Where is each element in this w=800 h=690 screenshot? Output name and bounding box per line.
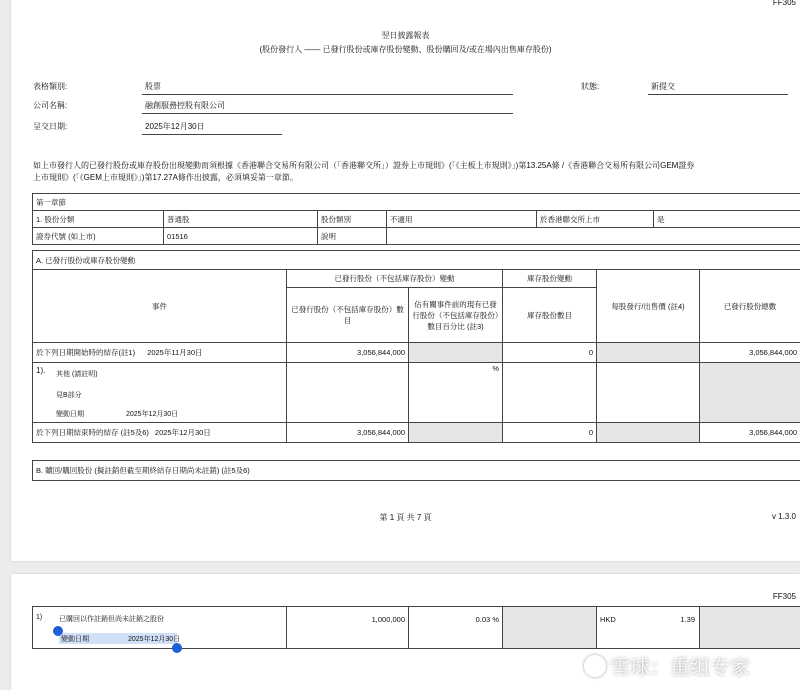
opening-treasury-shares: 0 [503, 343, 597, 363]
snowball-logo-icon [584, 655, 606, 677]
section-b-change-date: 2025年12月30日 [128, 636, 181, 643]
share-type-value: 不適用 [387, 211, 537, 228]
treasury-number-column-header: 庫存股份數目 [503, 288, 597, 343]
closing-treasury-shares: 0 [503, 423, 597, 443]
section-b-change-date-label: 變動日期 [61, 636, 89, 643]
section-b-percent-cell [409, 607, 503, 649]
listed-value: 是 [654, 211, 800, 228]
closing-issued-shares: 3,056,844,000 [287, 423, 409, 443]
company-underline [142, 113, 513, 114]
event-1-description [33, 363, 287, 423]
page-number: 第 1 頁 共 7 頁 [379, 513, 432, 522]
closing-balance-label: 於下列日期結束時的結存 (註5及6) [36, 428, 149, 437]
form-version: v 1.3.0 [771, 512, 796, 521]
event-1-type: 其他 (請註明) [56, 371, 98, 378]
form-title: 翌日披露報表 [381, 31, 430, 40]
treasury-change-group-header: 庫存股份變動 [503, 270, 597, 288]
section-b-row-description: 已購回以作註銷但尚未註銷之股份 [59, 616, 164, 623]
event-1-see-part-b: 見B部分 [56, 392, 82, 399]
form-type-underline [142, 94, 513, 95]
opening-balance-row [33, 343, 800, 363]
section-b-percent: 0.03 [475, 615, 491, 624]
opening-total-shares: 3,056,844,000 [700, 343, 800, 363]
watermark-text: 雪球：重组专家 [610, 655, 750, 679]
closing-price-cell [597, 423, 700, 443]
section-a-table [32, 250, 800, 481]
section-b-row-1 [33, 607, 800, 649]
stock-code-label: 證券代號 (如上市) [33, 228, 164, 245]
closing-percent-cell [409, 423, 503, 443]
closing-balance-label-cell [33, 423, 287, 443]
share-type-label: 股份類別 [318, 211, 387, 228]
opening-balance-label: 於下列日期開始時的結存(註1) [36, 348, 136, 357]
closing-balance-date: 2025年12月30日 [154, 428, 211, 437]
form-type-label: 表格類別: [33, 82, 68, 91]
section1-heading: 第一章節 [33, 194, 800, 211]
status-label: 狀態: [581, 82, 600, 91]
event-1-issued-shares [287, 363, 409, 423]
section-b-price-cell [597, 607, 700, 649]
event-1-price [597, 363, 700, 423]
section-spacer [33, 443, 800, 461]
closing-balance-row [33, 423, 800, 443]
section-b-treasury-cell [503, 607, 597, 649]
event-1-number: 1). [36, 366, 46, 375]
closing-total-shares: 3,056,844,000 [700, 423, 800, 443]
status-underline [648, 94, 788, 95]
event-1-change-date: 2025年12月30日 [126, 411, 179, 418]
share-class-label: 1. 股份分類 [33, 211, 164, 228]
event-1-total [700, 363, 800, 423]
event-1-change-date-label: 變動日期 [56, 411, 84, 418]
description-value [387, 228, 800, 245]
description-label: 說明 [318, 228, 387, 245]
form-code-page2: FF305 [772, 592, 796, 601]
issued-change-group-header: 已發行股份（不包括庫存股份）變動 [287, 270, 503, 288]
opening-balance-date: 2025年11月30日 [147, 348, 203, 357]
date-value: 2025年12月30日 [145, 122, 205, 131]
opening-price-cell [597, 343, 700, 363]
form-type-value: 股票 [145, 82, 161, 91]
issued-number-column-header: 已發行股份（不包括庫存股份）數目 [287, 288, 409, 343]
company-value: 融創服務控股有限公司 [145, 101, 225, 110]
opening-balance-label-cell [33, 343, 287, 363]
section1-table [32, 193, 800, 245]
event-1-percent-unit: % [409, 363, 503, 423]
section-b-price: 1.39 [680, 615, 695, 624]
total-issued-column-header: 已發行股份總數 [700, 270, 800, 343]
opening-issued-shares: 3,056,844,000 [287, 343, 409, 363]
section-b-currency: HKD [600, 615, 616, 624]
date-label: 呈交日期: [33, 122, 68, 131]
date-underline [142, 134, 282, 135]
event-column-header: 事件 [33, 270, 287, 343]
section-a-heading: A. 已發行股份或庫存股份變動 [33, 251, 800, 270]
event-1-treasury-shares [503, 363, 597, 423]
share-class-value: 普通股 [164, 211, 318, 228]
company-label: 公司名稱: [33, 101, 68, 110]
issued-percent-column-header: 佔有關事件前的現有已發行股份（不包括庫存股份）數目百分比 (註3) [409, 288, 503, 343]
intro-text-line2: 上市規則》(「《GEM上市規則》」)第17.27A條作出披露，必須填妥第一章節。 [33, 173, 298, 182]
section-b-total-cell [700, 607, 800, 649]
opening-percent-cell [409, 343, 503, 363]
intro-text-line1: 如上市發行人的已發行股份或庫存股份出現變動而須根據《香港聯合交易所有限公司（「香港聯交所」）證券上市規則》(「《主板上市規則》」)第13.25A條 /《香港聯合交易所有限公司GEM證券 [33, 161, 695, 170]
status-value: 新提交 [651, 82, 675, 91]
price-column-header: 每股發行/出售價 (註4) [597, 270, 700, 343]
listed-label: 於香港聯交所上市 [537, 211, 654, 228]
form-code: FF305 [772, 0, 796, 7]
event-row-1 [33, 363, 800, 423]
watermark [584, 651, 750, 680]
selection-start-handle[interactable] [53, 626, 63, 636]
section-b-percent-unit: % [492, 615, 499, 624]
stock-code-value: 01516 [164, 228, 318, 245]
form-page-1 [11, 0, 800, 561]
section-b-row-1-description [33, 607, 287, 649]
selection-end-handle[interactable] [172, 643, 182, 653]
section-b-table [32, 606, 800, 649]
form-subtitle: (股份發行人 —— 已發行股份或庫存股份變動、股份購回及/或在場內出售庫存股份) [259, 45, 552, 54]
section-b-row-number: 1) [36, 614, 43, 621]
section-b-shares: 1,000,000 [287, 607, 409, 649]
section-b-heading: B. 贖回/購回股份 (擬註銷但截至期終結存日期尚未註銷) (註5及6) [33, 461, 800, 481]
